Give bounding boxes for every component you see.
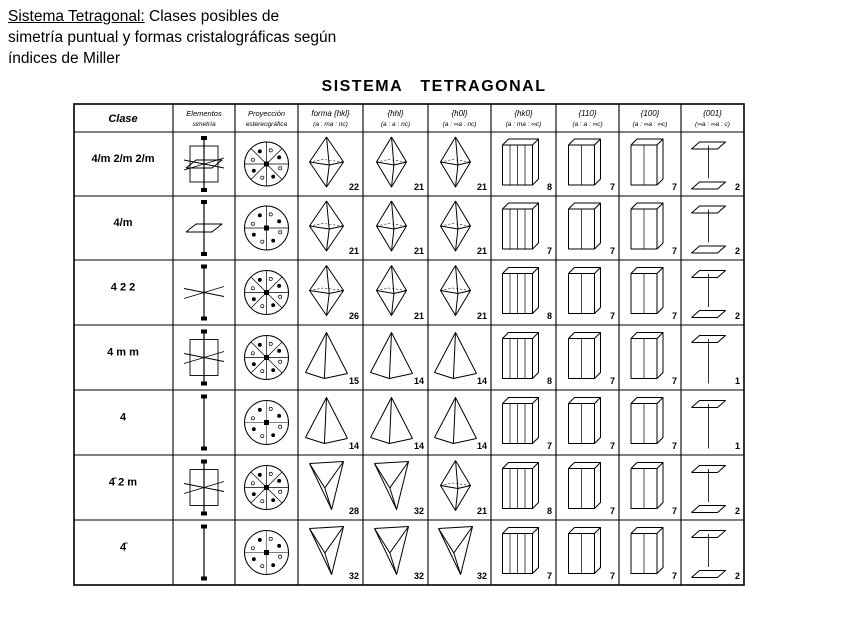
- form-count-label: 1: [734, 441, 740, 451]
- row-class-label: 4̄: [119, 541, 127, 554]
- form-count-label: 21: [413, 182, 424, 192]
- slide-caption: [8, 6, 338, 69]
- form-count-label: 7: [671, 311, 677, 321]
- row-class-label: 4 m m: [107, 346, 139, 359]
- form-count-label: 14: [476, 441, 487, 451]
- form-count-label: 8: [546, 182, 552, 192]
- form-count-label: 21: [348, 246, 359, 256]
- form-count-label: 22: [348, 182, 359, 192]
- form-count-label: 14: [413, 441, 424, 451]
- crystal-form-drawing: [692, 271, 726, 318]
- row-class-label: 4: [119, 411, 127, 424]
- crystal-form-drawing: [435, 398, 477, 444]
- header-cell-5: [443, 109, 477, 128]
- form-count-label: 14: [476, 376, 487, 386]
- header-line2: (a : a : nc): [380, 121, 411, 128]
- crystal-form-drawing: [371, 333, 413, 379]
- form-count-label: 21: [476, 506, 487, 516]
- crystal-form-drawing: [377, 266, 407, 316]
- table-row-2: [111, 265, 740, 322]
- crystal-form-drawing: [371, 398, 413, 444]
- stereographic-projection-drawing: [245, 142, 289, 186]
- header-line2: (a : ∞a : ∞c): [632, 121, 668, 128]
- form-count-label: 7: [609, 506, 615, 516]
- stereographic-projection-drawing: [245, 206, 289, 250]
- form-count-label: 21: [476, 246, 487, 256]
- form-count-label: 7: [546, 571, 552, 581]
- crystal-form-drawing: [377, 137, 407, 187]
- crystal-form-drawing: [631, 398, 663, 444]
- form-count-label: 2: [734, 182, 740, 192]
- symmetry-elements-drawing: [184, 265, 224, 321]
- form-count-label: 7: [609, 441, 615, 451]
- header-line2: estereográfica: [245, 121, 288, 128]
- header-cell-7: [572, 109, 602, 128]
- header-line2: simetría: [192, 121, 216, 128]
- crystal-form-drawing: [692, 336, 726, 384]
- form-count-label: 7: [671, 246, 677, 256]
- crystal-form-drawing: [569, 203, 601, 249]
- header-cell-8: [633, 109, 668, 128]
- form-count-label: 21: [476, 311, 487, 321]
- form-count-label: 2: [734, 571, 740, 581]
- crystal-form-drawing: [503, 528, 539, 574]
- form-count-label: 7: [671, 506, 677, 516]
- header-line1: {100}: [640, 109, 660, 118]
- form-count-label: 26: [348, 311, 359, 321]
- caption-underlined: Sistema Tetragonal:: [8, 8, 145, 25]
- crystal-form-drawing: [569, 463, 601, 509]
- header-line2: (a : ∞a : nc): [442, 121, 477, 128]
- header-line2: (a : ma : ∞c): [505, 121, 542, 128]
- table-row-3: [107, 330, 740, 387]
- header-cell-0: [108, 113, 137, 125]
- form-count-label: 32: [476, 571, 487, 581]
- crystal-form-drawing: [631, 139, 663, 185]
- form-count-label: 15: [348, 376, 359, 386]
- crystal-form-drawing: [306, 333, 348, 379]
- header-line1: {001}: [703, 109, 722, 118]
- title-text: SISTEMA TETRAGONAL: [321, 78, 547, 95]
- caption-rest: Clases posibles de simetría puntual y formas cristalográficas según índices de Miller: [8, 8, 337, 67]
- crystal-form-drawing: [503, 463, 539, 509]
- form-count-label: 7: [609, 246, 615, 256]
- crystal-form-drawing: [631, 333, 663, 379]
- crystal-form-drawing: [439, 527, 473, 575]
- crystal-form-drawing: [441, 137, 471, 187]
- header-clase: Clase: [108, 113, 138, 125]
- crystal-form-drawing: [631, 528, 663, 574]
- form-count-label: 7: [609, 571, 615, 581]
- form-count-label: 21: [413, 311, 424, 321]
- crystal-form-drawing: [310, 462, 344, 510]
- form-count-label: 7: [671, 376, 677, 386]
- header-line1: {hhl}: [387, 109, 404, 118]
- crystal-form-drawing: [441, 266, 471, 316]
- table-row-5: [109, 460, 740, 517]
- header-cell-3: [311, 109, 350, 128]
- row-class-label: 4/m: [113, 217, 133, 229]
- form-count-label: 8: [546, 506, 552, 516]
- crystal-form-drawing: [631, 463, 663, 509]
- header-line1: forma {hkl}: [311, 109, 350, 118]
- form-count-label: 7: [609, 182, 615, 192]
- stereographic-projection-drawing: [245, 531, 289, 575]
- crystal-form-drawing: [569, 139, 601, 185]
- header-line2: (∞a : ∞a : c): [695, 121, 730, 128]
- crystal-form-drawing: [306, 398, 348, 444]
- symmetry-elements-drawing: [186, 200, 222, 256]
- form-count-label: 8: [546, 376, 552, 386]
- header-cell-6: [506, 109, 542, 128]
- crystal-form-drawing: [503, 139, 539, 185]
- stereographic-projection-drawing: [245, 401, 289, 445]
- row-class-label: 4 2 2: [110, 281, 136, 294]
- form-count-label: 7: [671, 182, 677, 192]
- form-count-label: 8: [546, 311, 552, 321]
- table-row-4: [120, 395, 740, 452]
- form-count-label: 32: [348, 571, 359, 581]
- crystal-form-drawing: [377, 201, 407, 251]
- symmetry-elements-drawing: [184, 460, 224, 516]
- form-count-label: 32: [413, 506, 424, 516]
- symmetry-elements-drawing: [201, 525, 207, 581]
- symmetry-elements-drawing: [201, 395, 207, 451]
- crystal-form-drawing: [310, 266, 344, 316]
- crystal-form-drawing: [503, 333, 539, 379]
- form-count-label: 7: [546, 246, 552, 256]
- tetragonal-table: [73, 103, 745, 593]
- form-count-label: 1: [734, 376, 740, 386]
- crystal-form-drawing: [569, 398, 601, 444]
- crystal-form-drawing: [310, 201, 344, 251]
- crystal-form-drawing: [569, 333, 601, 379]
- crystal-form-drawing: [441, 201, 471, 251]
- form-count-label: 2: [734, 506, 740, 516]
- crystal-form-drawing: [631, 203, 663, 249]
- form-count-label: 2: [734, 311, 740, 321]
- row-class-label: 4̄ 2 m: [108, 476, 138, 489]
- form-count-label: 7: [546, 441, 552, 451]
- crystal-form-drawing: [631, 268, 663, 314]
- header-line1: {110}: [578, 109, 597, 118]
- crystal-form-drawing: [375, 527, 409, 575]
- crystal-form-drawing: [692, 466, 726, 513]
- crystal-form-drawing: [569, 268, 601, 314]
- crystal-form-drawing: [692, 401, 726, 449]
- header-line1: Elementos: [186, 109, 222, 118]
- form-count-label: 7: [609, 376, 615, 386]
- crystal-form-drawing: [310, 527, 344, 575]
- header-cell-4: [381, 109, 410, 128]
- crystal-form-drawing: [310, 137, 344, 187]
- header-cell-1: [186, 109, 222, 128]
- form-count-label: 32: [413, 571, 424, 581]
- form-count-label: 7: [671, 571, 677, 581]
- crystal-form-drawing: [569, 528, 601, 574]
- stereographic-projection-drawing: [245, 336, 289, 380]
- form-count-label: 21: [413, 246, 424, 256]
- crystal-form-drawing: [692, 206, 726, 253]
- header-line2: (a : ma : nc): [313, 121, 348, 128]
- stereographic-projection-drawing: [245, 466, 289, 510]
- header-cell-9: [695, 109, 730, 128]
- row-class-label: 4/m 2/m 2/m: [91, 153, 155, 165]
- symmetry-elements-drawing: [184, 330, 224, 386]
- header-line1: Proyección: [247, 109, 286, 118]
- crystal-form-drawing: [503, 203, 539, 249]
- form-count-label: 14: [348, 441, 359, 451]
- crystal-form-drawing: [692, 142, 726, 189]
- crystal-form-drawing: [503, 398, 539, 444]
- table-row-6: [120, 525, 740, 582]
- form-count-label: 28: [348, 506, 359, 516]
- form-count-label: 2: [734, 246, 740, 256]
- symmetry-elements-drawing: [184, 136, 224, 192]
- crystal-form-drawing: [435, 333, 477, 379]
- crystal-form-drawing: [375, 462, 409, 510]
- form-count-label: 7: [671, 441, 677, 451]
- crystal-form-drawing: [692, 531, 726, 578]
- header-line1: {hk0}: [514, 109, 533, 118]
- header-line1: {h0l}: [451, 109, 468, 118]
- table-row-1: [114, 200, 740, 256]
- crystal-form-drawing: [503, 268, 539, 314]
- table-title: [0, 78, 848, 96]
- form-count-label: 21: [476, 182, 487, 192]
- form-count-label: 7: [609, 311, 615, 321]
- crystal-form-drawing: [441, 461, 471, 511]
- stereographic-projection-drawing: [245, 271, 289, 315]
- header-line2: (a : a : ∞c): [572, 121, 603, 128]
- table-row-0: [92, 136, 740, 192]
- header-cell-2: [246, 109, 288, 128]
- form-count-label: 14: [413, 376, 424, 386]
